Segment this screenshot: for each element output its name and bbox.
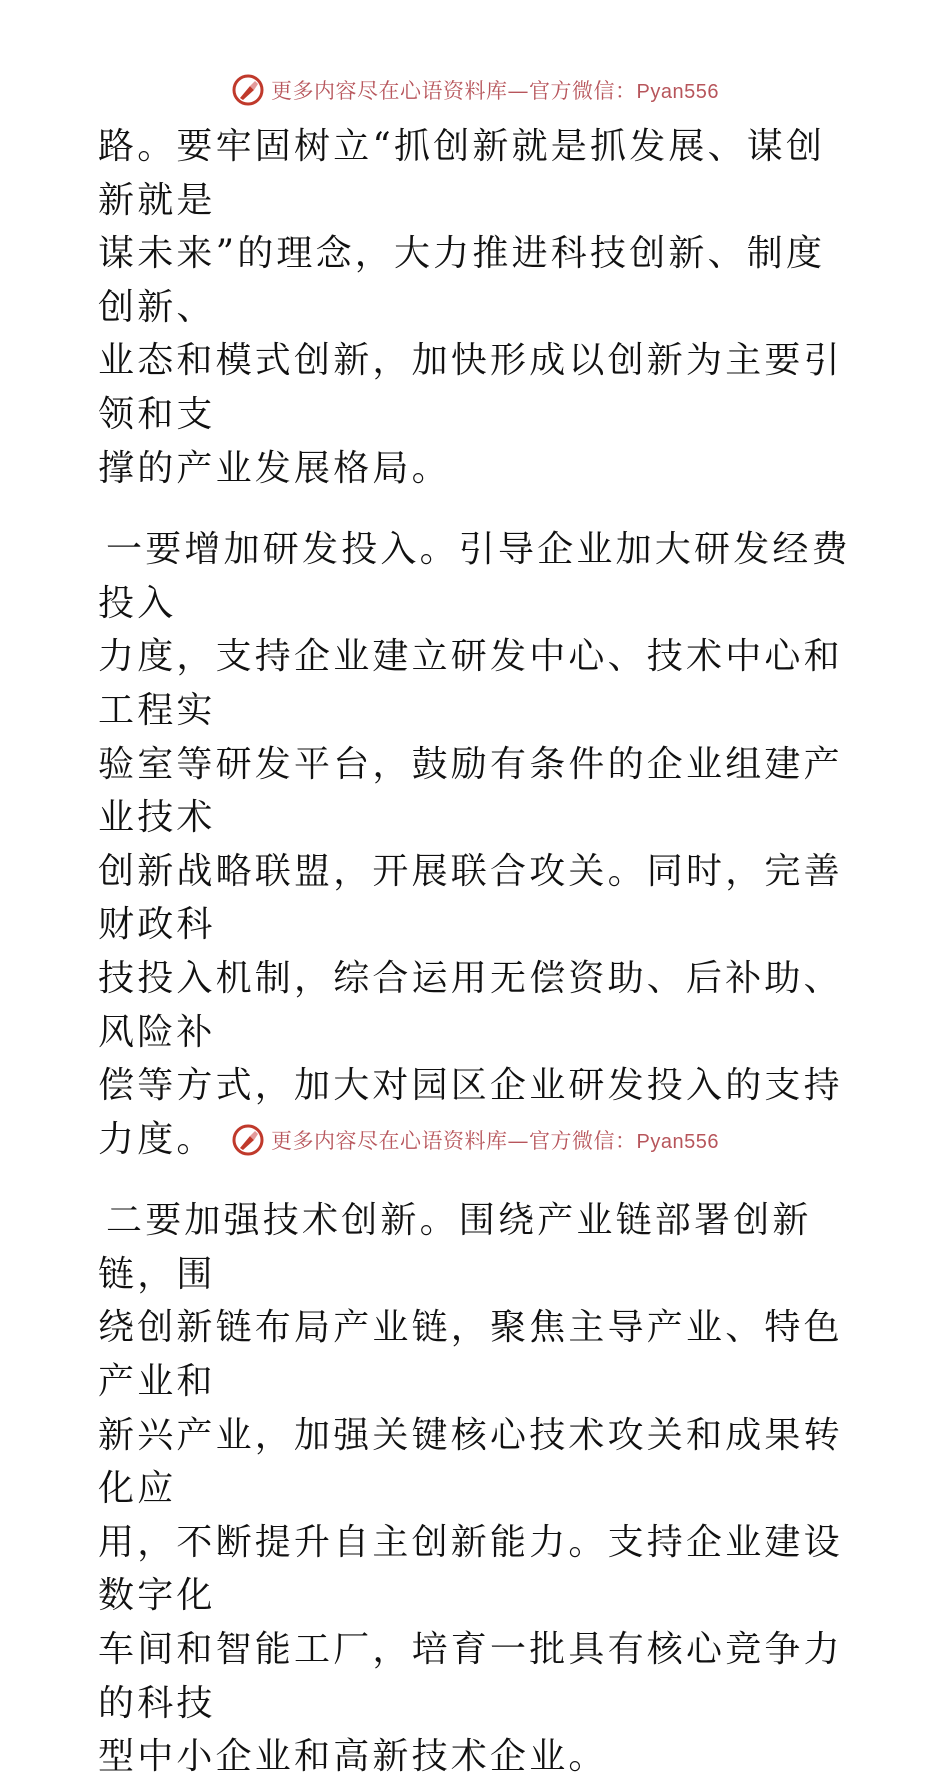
pen-nib-logo-icon: [231, 73, 265, 107]
line: 车间和智能工厂，培育一批具有核心竞争力的科技: [98, 1629, 843, 1724]
paragraph-rd-investment: [98, 523, 858, 1166]
line: 撑的产业发展格局。: [98, 447, 451, 489]
line: 力度，支持企业建立研发中心、技术中心和工程实: [98, 636, 843, 731]
watermark-text: 更多内容尽在心语资料库—官方微信：Pyan556: [271, 79, 719, 103]
line: 偿等方式，加大对园区企业研发投入的支持力度。: [98, 1065, 843, 1160]
footer-watermark: [0, 1120, 950, 1160]
watermark-wechat-id: Pyan556: [636, 1131, 719, 1153]
line: 谋未来”的理念，大力推进科技创新、制度创新、: [98, 233, 826, 328]
document-body: [98, 120, 858, 1784]
line: 绕创新链布局产业链，聚焦主导产业、特色产业和: [98, 1307, 843, 1403]
line: 创新战略联盟，开展联合攻关。同时，完善财政科: [98, 850, 843, 946]
line: 新兴产业，加强关键核心技术攻关和成果转化应: [98, 1414, 843, 1510]
line: 验室等研发平台，鼓励有条件的企业组建产业技术: [98, 743, 843, 839]
line: 技投入机制，综合运用无偿资助、后补助、风险补: [98, 957, 843, 1053]
line: 业态和模式创新，加快形成以创新为主要引领和支: [98, 340, 843, 435]
paragraph-innovation-intro: [98, 120, 858, 495]
line: 型中小企业和高新技术企业。: [98, 1736, 608, 1778]
watermark-wechat-id: Pyan556: [636, 81, 719, 103]
watermark-text: 更多内容尽在心语资料库—官方微信：Pyan556: [271, 1129, 719, 1153]
header-watermark: [0, 70, 950, 110]
line: 用，不断提升自主创新能力。支持企业建设数字化: [98, 1521, 843, 1617]
line: 二要加强技术创新。围绕产业链部署创新链，围: [98, 1200, 812, 1295]
line: 一要增加研发投入。引导企业加大研发经费投入: [98, 529, 851, 624]
line: 路。要牢固树立“抓创新就是抓发展、谋创新就是: [98, 126, 826, 221]
pen-nib-logo-icon: [231, 1123, 265, 1157]
paragraph-tech-innovation: [98, 1194, 858, 1784]
